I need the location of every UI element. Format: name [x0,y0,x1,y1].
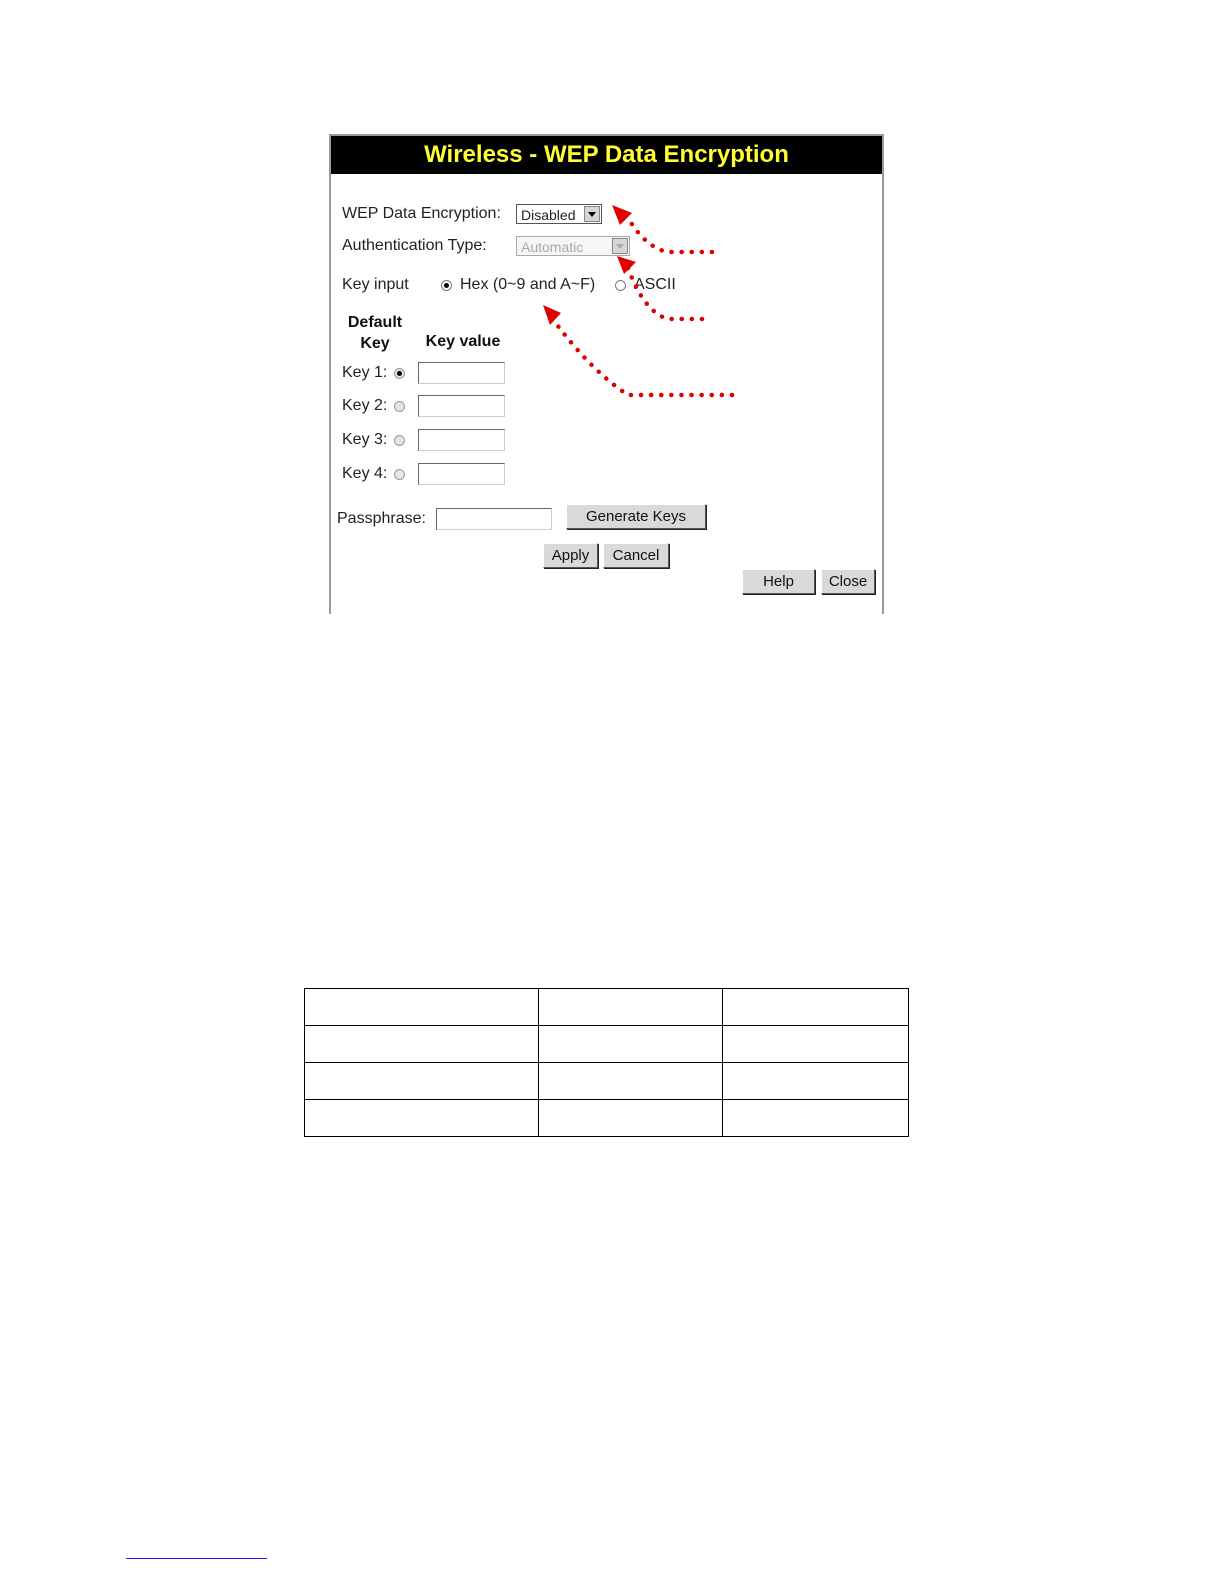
table-cell [305,989,539,1026]
apply-button[interactable]: Apply [543,543,598,568]
key-3-label: Key 3: [342,431,388,448]
table-cell [723,1100,909,1137]
table-cell [538,1026,723,1063]
key-4-label: Key 4: [342,465,388,482]
close-button[interactable]: Close [821,569,875,594]
table-cell [305,1026,539,1063]
ascii-option-label: ASCII [634,276,676,293]
table-cell [538,989,723,1026]
arrowhead-icon [543,305,561,325]
callout-line-wep [628,218,712,252]
table-cell [538,1100,723,1137]
key-input-label: Key input [342,276,409,293]
authentication-type-value: Automatic [521,239,584,255]
table-cell [723,989,909,1026]
data-table [304,988,909,1137]
wep-encryption-label: WEP Data Encryption: [342,205,501,222]
table-row [305,1100,909,1137]
passphrase-label: Passphrase: [337,510,426,527]
footnote-separator [126,1558,267,1559]
table-cell [305,1100,539,1137]
cancel-button[interactable]: Cancel [603,543,669,568]
arrowhead-icon [612,205,632,225]
generate-keys-button[interactable]: Generate Keys [566,504,706,529]
arrowhead-icon [617,256,636,274]
table-row [305,989,909,1026]
table-cell [305,1063,539,1100]
help-button[interactable]: Help [742,569,815,594]
table-row [305,1063,909,1100]
key-value-header: Key value [425,333,501,350]
default-key-header: Default Key [347,314,403,352]
wep-encryption-value: Disabled [521,207,576,223]
callout-line-key-input [552,318,732,395]
authentication-type-label: Authentication Type: [342,237,487,254]
table-cell [723,1063,909,1100]
callout-line-auth [628,268,702,319]
callout-arrows [0,0,1224,700]
table-cell [538,1063,723,1100]
table-row [305,1026,909,1063]
table-cell [723,1026,909,1063]
hex-option-label: Hex (0~9 and A~F) [460,276,596,293]
key-2-label: Key 2: [342,397,388,414]
page-title: Wireless - WEP Data Encryption [331,136,882,174]
key-1-label: Key 1: [342,364,388,381]
